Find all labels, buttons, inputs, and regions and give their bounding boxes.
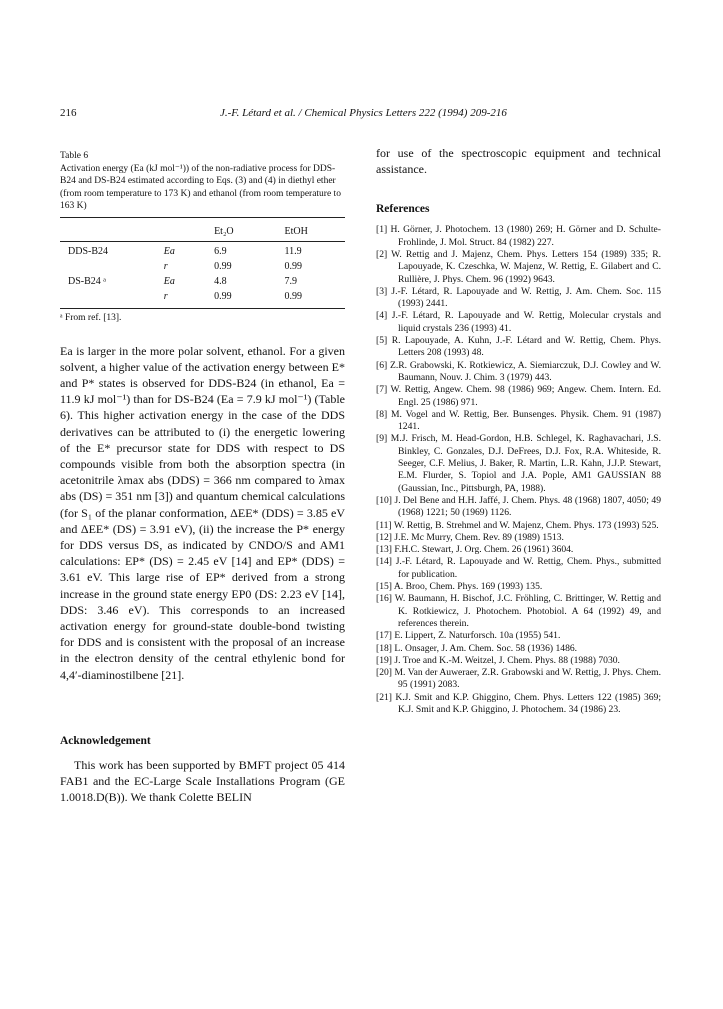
table-cell (60, 289, 164, 304)
table-row (60, 259, 345, 274)
reference-list (376, 224, 661, 716)
reference-item: [15] A. Broo, Chem. Phys. 169 (1993) 135. (376, 581, 543, 593)
reference-item: [17] E. Lippert, Z. Naturforsch. 10a (1955) 541. (376, 630, 561, 642)
acknowledgement-paragraph: This work has been supported by BMFT project 05 414 FAB1 and the EC-Large Scale Installations Program (GE 1.0018.D(B)). We thank Colette BELIN (60, 757, 345, 805)
reference-item: [2] W. Rettig and J. Majenz, Chem. Phys. Letters 154 (1989) 335; R. Lapouyade, K. Czeschka, W. Majenz, W. Rettig, E. Gilabert and C. Rullière, J. Phys. Chem. 96 (1992) 9643. (376, 249, 661, 285)
table-footnote: ᵃ From ref. [13]. (60, 312, 122, 323)
table-bottom-rule (60, 308, 345, 309)
table-cell: Ea (163, 245, 175, 257)
continuation-paragraph: for use of the spectroscopic equipment and technical assistance. (376, 146, 661, 177)
table-cell: r (163, 260, 168, 272)
table-cell: 0.99 (214, 290, 232, 302)
reference-item: [7] W. Rettig, Angew. Chem. 98 (1986) 969; Angew. Chem. Intern. Ed. Engl. 25 (1986) 971. (376, 384, 661, 408)
references-heading: References (376, 203, 430, 216)
table-cell: 0.99 (214, 260, 232, 272)
table-cell: 4.8 (214, 275, 227, 287)
page-number: 216 (60, 107, 77, 119)
table-cell: DDS-B24 (68, 245, 109, 257)
table-row (60, 274, 345, 289)
reference-item: [3] J.-F. Létard, R. Lapouyade and W. Rettig, J. Am. Chem. Soc. 115 (1993) 2441. (376, 285, 661, 310)
reference-item: [4] J.-F. Létard, R. Lapouyade and W. Rettig, Molecular crystals and liquid crystals 236 (1993) 41. (376, 310, 661, 334)
table-cell (60, 259, 164, 274)
table-cell: 6.9 (214, 245, 227, 257)
reference-item: [20] M. Van der Auweraer, Z.R. Grabowski and W. Rettig, J. Phys. Chem. 95 (1991) 2083. (376, 667, 661, 691)
table-row (60, 289, 345, 304)
reference-item: [13] F.H.C. Stewart, J. Org. Chem. 26 (1961) 3604. (376, 544, 574, 556)
table-cell: DS-B24 ᵃ (68, 275, 107, 287)
reference-item: [10] J. Del Bene and H.H. Jaffé, J. Chem. Phys. 48 (1968) 1807, 4050; 49 (1968) 1221; 50 (1969) 1126. (376, 494, 661, 519)
table-header-cell (60, 222, 164, 239)
activation-energy-table (60, 222, 345, 304)
table-cell: 0.99 (284, 260, 303, 272)
running-head: J.-F. Létard et al. / Chemical Physics Letters 222 (1994) 209-216 (220, 107, 507, 119)
table-cell: Ea (163, 275, 175, 287)
reference-item: [14] J.-F. Létard, R. Lapouyade and W. Rettig, Chem. Phys., submitted for publication. (376, 556, 661, 580)
table-caption: Activation energy (Ea (kJ mol⁻¹)) of the non-radiative process for DDS-B24 and DS-B24 estimated according to Eqs. (3) and (4) in diethyl ether (from room temperature to 173 K) and ethanol (from room temperature to 163 K) (60, 163, 341, 211)
table-cell: 0.99 (284, 290, 303, 302)
table-header-cell (164, 222, 214, 239)
body-paragraph: Ea is larger in the more polar solvent, ethanol. For a given solvent, a higher value of the activation energy between E* and P* states is observed for DDS-B24 (in ethanol, Ea = 11.9 kJ mol⁻¹) than for DS-B24 (Ea = 7.9 kJ mol⁻¹) (Table 6). This higher activation energy in the case of the DDS derivatives can be attributed to (i) the energetic lowering of the E* precursor state for DDS with respect to DS compounds visible from both the absorption spectra (in acetonitrile λmax abs (DDS) = 366 nm compared to λmax abs (DS) = 351 nm [3]) and quantum chemical calculations (for S₁ of the planar conformation, ΔEE* (DDS) = 3.85 eV and ΔEE* (DS) = 3.91 eV), (ii) the increase the P* energy for DDS versus DS, as indicated by CNDO/S and AM1 calculations: EP* (DS) = 2.45 eV [14] and EP* (DDS) = 3.61 eV. This large rise of EP* derived from a strong increase in the ground state energy EP0 (DS: 2.23 eV [14], DDS: 3.46 eV). This corresponds to an increased activation energy for ground-state double-bond twisting for DDS and is consistent with the proposal of an increase in the electron density of the central ethylenic bond for 4,4′-diaminostilbene [21]. (60, 343, 345, 682)
table-row (60, 244, 345, 259)
reference-item: [11] W. Rettig, B. Strehmel and W. Majenz, Chem. Phys. 173 (1993) 525. (376, 519, 659, 531)
reference-item: [9] M.J. Frisch, M. Head-Gordon, H.B. Schlegel, K. Raghavachari, J.S. Binkley, C. Gonzales, D.J. DeFrees, D.J. Fox, R.A. Whiteside, R. Seeger, C.F. Melius, J. Baker, R. Martin, L.R. Kahn, J.J.P. Stewart, E.M. Flurder, S. Topiol and J.A. Pople, AM1 GAUSSIAN 88 (Gaussian, Inc., Pittsburgh, PA, 1988). (376, 433, 661, 494)
reference-item: [5] R. Lapouyade, A. Kuhn, J.-F. Létard and W. Rettig, Chem. Phys. Letters 208 (1993) 48. (376, 335, 661, 359)
reference-item: [1] H. Görner, J. Photochem. 13 (1980) 269; H. Görner and D. Schulte-Frohlinde, J. Mol. Struct. 84 (1982) 227. (376, 224, 661, 248)
left-column (60, 150, 345, 805)
table-header-cell: EtOH (284, 225, 308, 237)
table-mid-rule (60, 241, 345, 242)
table-label: Table 6 (60, 151, 89, 161)
reference-item: [8] M. Vogel and W. Rettig, Ber. Bunsenges. Physik. Chem. 91 (1987) 1241. (376, 408, 661, 433)
table-cell: r (163, 290, 168, 302)
table-header-cell: Et₂O (214, 225, 234, 237)
reference-item: [12] J.E. Mc Murry, Chem. Rev. 89 (1989) 1513. (376, 531, 564, 543)
reference-item: [19] J. Troe and K.-M. Weitzel, J. Chem. Phys. 88 (1988) 7030. (376, 654, 620, 666)
reference-item: [6] Z.R. Grabowski, K. Rotkiewicz, A. Siemiarczuk, D.J. Cowley and W. Baumann, Nouv. J. Chim. 3 (1979) 443. (376, 359, 661, 383)
right-column (376, 145, 661, 716)
reference-item: [21] K.J. Smit and K.P. Ghiggino, Chem. Phys. Letters 122 (1985) 369; K.J. Smit and K.P. Ghiggino, J. Photochem. 34 (1986) 23. (376, 691, 661, 715)
acknowledgement-heading: Acknowledgement (60, 734, 151, 747)
reference-item: [16] W. Baumann, H. Bischof, J.C. Fröhling, C. Brittinger, W. Rettig and K. Rotkiewicz, J. Photochem. Photobiol. A 64 (1992) 49, and references therein. (376, 593, 661, 629)
table-cell: 7.9 (284, 275, 298, 287)
reference-item: [18] L. Onsager, J. Am. Chem. Soc. 58 (1936) 1486. (376, 642, 578, 654)
table-cell: 11.9 (284, 245, 302, 257)
table-header-row (60, 222, 345, 239)
table-top-rule (60, 217, 345, 218)
